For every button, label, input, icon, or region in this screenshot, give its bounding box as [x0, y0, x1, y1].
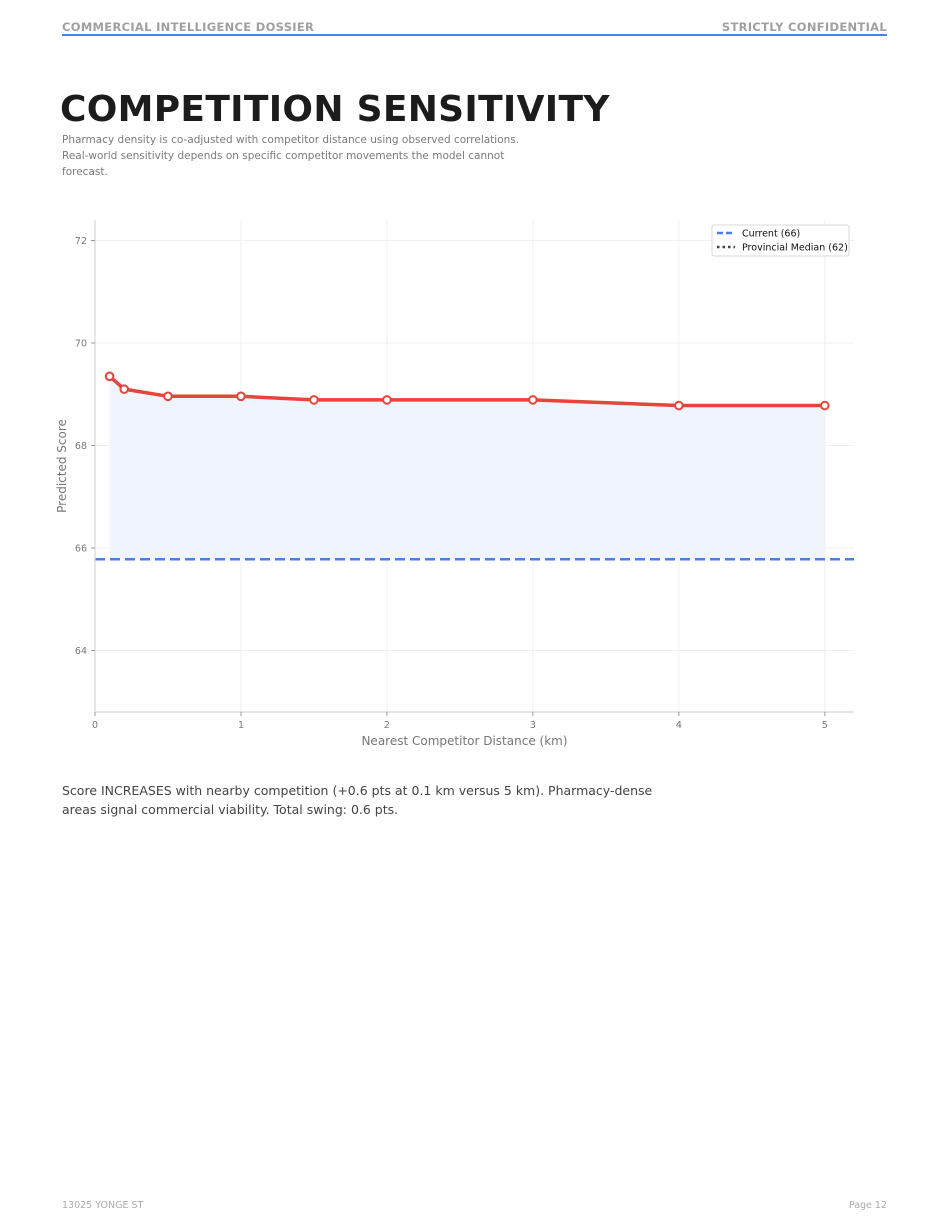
legend-label: Current (66)	[742, 228, 801, 240]
x-tick-label: 1	[237, 720, 244, 731]
y-tick-label: 66	[74, 543, 87, 555]
data-point	[675, 402, 683, 410]
y-tick-label: 72	[74, 236, 87, 247]
y-tick-label: 64	[74, 646, 87, 657]
sensitivity-chart	[0, 200, 949, 760]
x-tick-label: 3	[529, 720, 536, 731]
data-point	[821, 402, 829, 410]
summary-text: Score INCREASES with nearby competition (+0.6 pts at 0.1 km versus 5 km). Pharmacy-dense areas signal commercial viability. Total swing: 0.6 pts.	[62, 783, 653, 817]
footer-address: 13025 YONGE ST	[62, 1200, 144, 1211]
y-tick-label: 68	[74, 441, 87, 452]
y-tick-label: 70	[74, 338, 87, 350]
footer-page-number: Page 12	[848, 1200, 887, 1211]
series-fill-area	[110, 376, 825, 559]
page-subtitle: Pharmacy density is co-adjusted with competitor distance using observed correlations. Real-world sensitivity depends on specific competitor movements the model cannot forecast.	[62, 134, 520, 178]
data-point	[106, 373, 114, 381]
legend-label: Provincial Median (62)	[742, 242, 848, 254]
y-axis-label: Predicted Score	[55, 419, 69, 513]
x-tick-label: 5	[821, 720, 828, 731]
data-point	[237, 393, 245, 401]
x-tick-label: 4	[675, 720, 682, 731]
header-rule	[62, 34, 887, 36]
header-left-label: COMMERCIAL INTELLIGENCE DOSSIER	[62, 20, 315, 34]
page-title: COMPETITION SENSITIVITY	[60, 89, 610, 130]
x-tick-label: 0	[91, 720, 99, 731]
x-axis-label: Nearest Competitor Distance (km)	[361, 734, 568, 748]
header-right-label: STRICTLY CONFIDENTIAL	[721, 20, 887, 34]
data-point	[529, 396, 537, 404]
data-point	[310, 396, 318, 404]
x-tick-label: 2	[383, 720, 390, 731]
data-point	[383, 396, 391, 404]
data-point	[120, 385, 128, 393]
data-point	[164, 393, 172, 401]
